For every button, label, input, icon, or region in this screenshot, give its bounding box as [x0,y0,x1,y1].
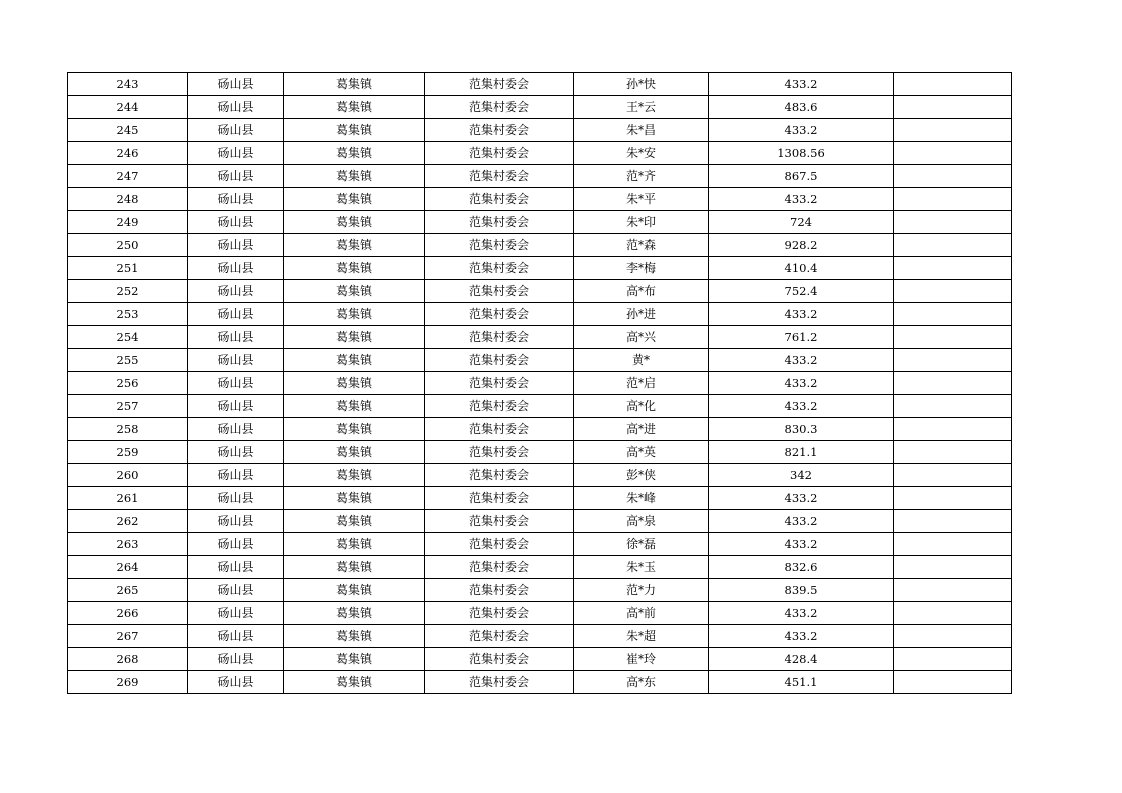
county-cell: 砀山县 [188,487,284,510]
county-cell: 砀山县 [188,671,284,694]
village-cell: 范集村委会 [425,303,574,326]
row-number-cell: 269 [68,671,188,694]
table-body [68,73,1012,694]
table-row [68,280,1012,303]
table-row [68,211,1012,234]
village-cell: 范集村委会 [425,671,574,694]
person-name-cell: 高*前 [574,602,709,625]
village-cell: 范集村委会 [425,165,574,188]
note-cell [894,648,1012,671]
row-number-cell: 246 [68,142,188,165]
county-cell: 砀山县 [188,625,284,648]
note-cell [894,625,1012,648]
person-name-cell: 黄* [574,349,709,372]
amount-cell: 724 [709,211,894,234]
row-number-cell: 256 [68,372,188,395]
county-cell: 砀山县 [188,395,284,418]
person-name-cell: 高*泉 [574,510,709,533]
note-cell [894,671,1012,694]
person-name-cell: 高*兴 [574,326,709,349]
note-cell [894,556,1012,579]
town-cell: 葛集镇 [284,303,425,326]
table-row [68,441,1012,464]
amount-cell: 433.2 [709,372,894,395]
county-cell: 砀山县 [188,556,284,579]
note-cell [894,303,1012,326]
village-cell: 范集村委会 [425,142,574,165]
table-row [68,510,1012,533]
town-cell: 葛集镇 [284,280,425,303]
county-cell: 砀山县 [188,142,284,165]
town-cell: 葛集镇 [284,671,425,694]
amount-cell: 433.2 [709,119,894,142]
table-row [68,395,1012,418]
table-row [68,556,1012,579]
county-cell: 砀山县 [188,73,284,96]
amount-cell: 410.4 [709,257,894,280]
table-row [68,533,1012,556]
town-cell: 葛集镇 [284,234,425,257]
note-cell [894,533,1012,556]
person-name-cell: 王*云 [574,96,709,119]
person-name-cell: 高*布 [574,280,709,303]
town-cell: 葛集镇 [284,487,425,510]
town-cell: 葛集镇 [284,257,425,280]
note-cell [894,441,1012,464]
village-cell: 范集村委会 [425,372,574,395]
village-cell: 范集村委会 [425,487,574,510]
row-number-cell: 250 [68,234,188,257]
amount-cell: 433.2 [709,188,894,211]
row-number-cell: 247 [68,165,188,188]
amount-cell: 832.6 [709,556,894,579]
county-cell: 砀山县 [188,96,284,119]
town-cell: 葛集镇 [284,533,425,556]
county-cell: 砀山县 [188,188,284,211]
town-cell: 葛集镇 [284,441,425,464]
row-number-cell: 251 [68,257,188,280]
amount-cell: 433.2 [709,303,894,326]
county-cell: 砀山县 [188,119,284,142]
note-cell [894,602,1012,625]
county-cell: 砀山县 [188,211,284,234]
note-cell [894,165,1012,188]
row-number-cell: 261 [68,487,188,510]
row-number-cell: 260 [68,464,188,487]
town-cell: 葛集镇 [284,326,425,349]
village-cell: 范集村委会 [425,257,574,280]
county-cell: 砀山县 [188,464,284,487]
town-cell: 葛集镇 [284,142,425,165]
table-row [68,349,1012,372]
county-cell: 砀山县 [188,441,284,464]
note-cell [894,119,1012,142]
note-cell [894,257,1012,280]
data-table [67,72,1012,694]
note-cell [894,487,1012,510]
county-cell: 砀山县 [188,280,284,303]
note-cell [894,280,1012,303]
town-cell: 葛集镇 [284,579,425,602]
amount-cell: 451.1 [709,671,894,694]
note-cell [894,211,1012,234]
county-cell: 砀山县 [188,510,284,533]
row-number-cell: 264 [68,556,188,579]
county-cell: 砀山县 [188,165,284,188]
town-cell: 葛集镇 [284,395,425,418]
village-cell: 范集村委会 [425,510,574,533]
note-cell [894,579,1012,602]
note-cell [894,418,1012,441]
row-number-cell: 244 [68,96,188,119]
town-cell: 葛集镇 [284,119,425,142]
county-cell: 砀山县 [188,648,284,671]
county-cell: 砀山县 [188,257,284,280]
row-number-cell: 245 [68,119,188,142]
county-cell: 砀山县 [188,234,284,257]
village-cell: 范集村委会 [425,73,574,96]
note-cell [894,510,1012,533]
town-cell: 葛集镇 [284,73,425,96]
table-row [68,234,1012,257]
village-cell: 范集村委会 [425,602,574,625]
amount-cell: 483.6 [709,96,894,119]
town-cell: 葛集镇 [284,648,425,671]
village-cell: 范集村委会 [425,625,574,648]
table-row [68,671,1012,694]
table-row [68,326,1012,349]
amount-cell: 821.1 [709,441,894,464]
note-cell [894,188,1012,211]
person-name-cell: 范*齐 [574,165,709,188]
row-number-cell: 252 [68,280,188,303]
town-cell: 葛集镇 [284,165,425,188]
table-row [68,165,1012,188]
person-name-cell: 李*梅 [574,257,709,280]
county-cell: 砀山县 [188,303,284,326]
county-cell: 砀山县 [188,349,284,372]
town-cell: 葛集镇 [284,625,425,648]
note-cell [894,464,1012,487]
row-number-cell: 268 [68,648,188,671]
row-number-cell: 266 [68,602,188,625]
person-name-cell: 崔*玲 [574,648,709,671]
table-row [68,188,1012,211]
row-number-cell: 253 [68,303,188,326]
town-cell: 葛集镇 [284,464,425,487]
village-cell: 范集村委会 [425,96,574,119]
person-name-cell: 朱*玉 [574,556,709,579]
table-row [68,303,1012,326]
amount-cell: 433.2 [709,625,894,648]
amount-cell: 867.5 [709,165,894,188]
table-row [68,464,1012,487]
person-name-cell: 朱*平 [574,188,709,211]
county-cell: 砀山县 [188,372,284,395]
amount-cell: 433.2 [709,349,894,372]
amount-cell: 830.3 [709,418,894,441]
amount-cell: 1308.56 [709,142,894,165]
amount-cell: 752.4 [709,280,894,303]
county-cell: 砀山县 [188,326,284,349]
amount-cell: 433.2 [709,533,894,556]
village-cell: 范集村委会 [425,326,574,349]
row-number-cell: 255 [68,349,188,372]
person-name-cell: 高*化 [574,395,709,418]
note-cell [894,234,1012,257]
table-row [68,142,1012,165]
amount-cell: 433.2 [709,510,894,533]
row-number-cell: 254 [68,326,188,349]
row-number-cell: 263 [68,533,188,556]
row-number-cell: 267 [68,625,188,648]
amount-cell: 433.2 [709,487,894,510]
town-cell: 葛集镇 [284,96,425,119]
village-cell: 范集村委会 [425,280,574,303]
table-row [68,602,1012,625]
row-number-cell: 249 [68,211,188,234]
person-name-cell: 徐*磊 [574,533,709,556]
amount-cell: 761.2 [709,326,894,349]
amount-cell: 342 [709,464,894,487]
person-name-cell: 朱*昌 [574,119,709,142]
village-cell: 范集村委会 [425,119,574,142]
town-cell: 葛集镇 [284,372,425,395]
village-cell: 范集村委会 [425,349,574,372]
note-cell [894,96,1012,119]
village-cell: 范集村委会 [425,579,574,602]
village-cell: 范集村委会 [425,464,574,487]
note-cell [894,73,1012,96]
table-row [68,418,1012,441]
table-row [68,372,1012,395]
note-cell [894,395,1012,418]
village-cell: 范集村委会 [425,188,574,211]
note-cell [894,326,1012,349]
row-number-cell: 262 [68,510,188,533]
town-cell: 葛集镇 [284,211,425,234]
village-cell: 范集村委会 [425,211,574,234]
town-cell: 葛集镇 [284,188,425,211]
person-name-cell: 朱*印 [574,211,709,234]
village-cell: 范集村委会 [425,533,574,556]
note-cell [894,142,1012,165]
county-cell: 砀山县 [188,418,284,441]
table-row [68,625,1012,648]
county-cell: 砀山县 [188,579,284,602]
village-cell: 范集村委会 [425,441,574,464]
note-cell [894,372,1012,395]
person-name-cell: 孙*快 [574,73,709,96]
table-row [68,73,1012,96]
person-name-cell: 高*东 [574,671,709,694]
table-row [68,257,1012,280]
amount-cell: 839.5 [709,579,894,602]
person-name-cell: 朱*峰 [574,487,709,510]
person-name-cell: 孙*进 [574,303,709,326]
town-cell: 葛集镇 [284,510,425,533]
table-row [68,579,1012,602]
amount-cell: 428.4 [709,648,894,671]
note-cell [894,349,1012,372]
row-number-cell: 257 [68,395,188,418]
row-number-cell: 243 [68,73,188,96]
person-name-cell: 范*启 [574,372,709,395]
amount-cell: 433.2 [709,73,894,96]
row-number-cell: 259 [68,441,188,464]
town-cell: 葛集镇 [284,349,425,372]
town-cell: 葛集镇 [284,418,425,441]
table-row [68,96,1012,119]
person-name-cell: 朱*安 [574,142,709,165]
amount-cell: 928.2 [709,234,894,257]
amount-cell: 433.2 [709,395,894,418]
amount-cell: 433.2 [709,602,894,625]
village-cell: 范集村委会 [425,556,574,579]
table-row [68,648,1012,671]
town-cell: 葛集镇 [284,602,425,625]
person-name-cell: 彭*侠 [574,464,709,487]
table-row [68,487,1012,510]
person-name-cell: 高*进 [574,418,709,441]
person-name-cell: 高*英 [574,441,709,464]
county-cell: 砀山县 [188,602,284,625]
row-number-cell: 265 [68,579,188,602]
county-cell: 砀山县 [188,533,284,556]
person-name-cell: 朱*超 [574,625,709,648]
village-cell: 范集村委会 [425,648,574,671]
table-row [68,119,1012,142]
village-cell: 范集村委会 [425,234,574,257]
town-cell: 葛集镇 [284,556,425,579]
village-cell: 范集村委会 [425,418,574,441]
person-name-cell: 范*力 [574,579,709,602]
row-number-cell: 258 [68,418,188,441]
row-number-cell: 248 [68,188,188,211]
village-cell: 范集村委会 [425,395,574,418]
person-name-cell: 范*森 [574,234,709,257]
